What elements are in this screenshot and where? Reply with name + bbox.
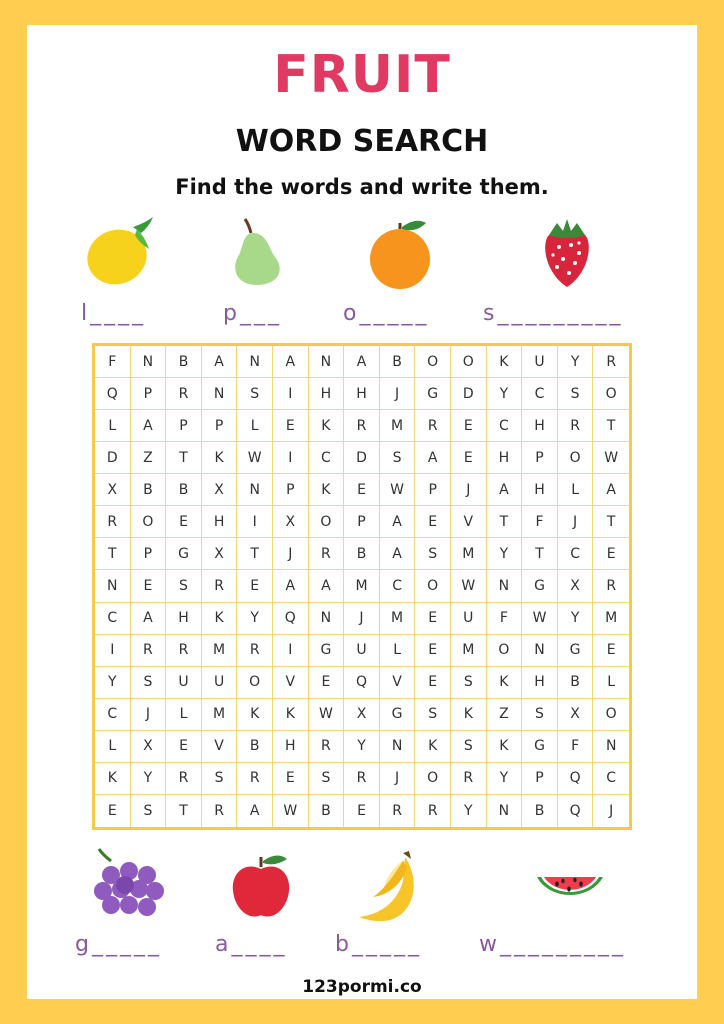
grid-cell: R (593, 570, 629, 602)
clue-orange: o_____ (343, 301, 430, 326)
grid-cell: H (166, 603, 202, 635)
grid-cell: S (131, 795, 167, 827)
grid-cell: Z (487, 699, 523, 731)
grid-cell: I (95, 635, 131, 667)
grid-cell: N (131, 346, 167, 378)
grid-cell: S (451, 731, 487, 763)
grid-cell: E (309, 667, 345, 699)
grid-cell: A (309, 570, 345, 602)
grid-cell: P (522, 763, 558, 795)
footer-site: 123pormi.co (302, 977, 422, 997)
word-search-grid (92, 343, 632, 830)
grid-cell: M (451, 635, 487, 667)
grid-cell: E (166, 506, 202, 538)
grid-cell: E (344, 795, 380, 827)
grid-cell: B (131, 474, 167, 506)
grid-cell: I (273, 378, 309, 410)
clue-pear: p___ (223, 301, 282, 326)
grid-cell: L (593, 667, 629, 699)
grid-cell: B (166, 346, 202, 378)
grid-cell: K (237, 699, 273, 731)
grid-cell: N (95, 570, 131, 602)
grid-cell: K (309, 410, 345, 442)
grid-cell: S (558, 378, 594, 410)
grid-cell: A (380, 506, 416, 538)
grid-cell: X (131, 731, 167, 763)
grid-cell: F (95, 346, 131, 378)
grid-cell: S (415, 699, 451, 731)
grid-cell: X (202, 538, 238, 570)
grid-cell: T (237, 538, 273, 570)
grid-cell: M (593, 603, 629, 635)
grid-cell: R (344, 763, 380, 795)
grid-cell: C (522, 378, 558, 410)
grid-cell: W (237, 442, 273, 474)
worksheet (27, 25, 697, 999)
grid-cell: A (593, 474, 629, 506)
grid-cell: J (609, 802, 614, 819)
grid-cell: G (166, 538, 202, 570)
grid-cell: D (95, 442, 131, 474)
grid-cell: G (415, 378, 451, 410)
grid-cell: S (380, 442, 416, 474)
grid-cell: S (522, 699, 558, 731)
page-title: FRUIT (273, 45, 451, 105)
grid-cell: N (487, 795, 523, 827)
grid-cell: P (273, 474, 309, 506)
grid-cell: K (273, 699, 309, 731)
grid-cell: R (593, 346, 629, 378)
grid-cell: N (593, 731, 629, 763)
grid-cell: O (558, 442, 594, 474)
grid-cell: E (166, 731, 202, 763)
grid-cell: U (451, 603, 487, 635)
grid-cell: U (344, 635, 380, 667)
grid-cell: R (309, 538, 345, 570)
clue-watermelon: w_________ (479, 932, 626, 957)
grid-cell: N (522, 635, 558, 667)
grid-cell: I (237, 506, 273, 538)
grid-cell: Y (487, 763, 523, 795)
grid-cell: N (237, 346, 273, 378)
grid-cell: E (237, 570, 273, 602)
grid-cell: O (309, 506, 345, 538)
grid-cell: C (487, 410, 523, 442)
grid-cell: V (202, 731, 238, 763)
grid-cell: I (273, 635, 309, 667)
grid-cell: E (131, 570, 167, 602)
grid-cell: R (309, 731, 345, 763)
grid-cell: E (451, 442, 487, 474)
grid-cell: R (451, 763, 487, 795)
grid-cell: E (593, 635, 629, 667)
grid-cell: R (166, 763, 202, 795)
clue-lemon: l____ (81, 301, 147, 326)
grid-cell: J (344, 603, 380, 635)
grid-cell: Y (237, 603, 273, 635)
grid-cell: A (237, 795, 273, 827)
grid-cell: W (451, 570, 487, 602)
grid-cell: S (451, 667, 487, 699)
grid-cell: O (593, 378, 629, 410)
grid-cell: O (131, 506, 167, 538)
grid-cell: M (344, 570, 380, 602)
grid-cell: V (380, 667, 416, 699)
grid-cell: G (309, 635, 345, 667)
grapes-icon (89, 845, 169, 925)
grid-cell: R (237, 635, 273, 667)
grid-cell: X (558, 699, 594, 731)
grid-cell: D (344, 442, 380, 474)
grid-cell: E (415, 506, 451, 538)
grid-cell: U (522, 346, 558, 378)
grid-cell: J (380, 378, 416, 410)
grid-cell: S (237, 378, 273, 410)
grid-cell: T (522, 538, 558, 570)
grid-cell: V (273, 667, 309, 699)
grid-cell: B (344, 538, 380, 570)
grid-cell: G (380, 699, 416, 731)
grid-cell: A (487, 474, 523, 506)
grid-cell: O (451, 346, 487, 378)
grid-cell: P (344, 506, 380, 538)
grid-cell: T (166, 795, 202, 827)
grid-cell: R (166, 378, 202, 410)
grid-cell: A (380, 538, 416, 570)
clue-strawberry: s_________ (483, 301, 624, 326)
grid-cell: K (95, 763, 131, 795)
grid-cell: H (522, 667, 558, 699)
grid-cell: R (344, 410, 380, 442)
grid-cell: P (166, 410, 202, 442)
grid-cell: N (202, 378, 238, 410)
grid-cell: A (131, 603, 167, 635)
grid-cell: K (487, 667, 523, 699)
grid-cell: Q (344, 667, 380, 699)
grid-cell: B (522, 795, 558, 827)
grid-cell: L (95, 731, 131, 763)
grid-cell: X (202, 474, 238, 506)
grid-cell: O (593, 699, 629, 731)
pear-icon (215, 215, 295, 295)
grid-cell: H (522, 410, 558, 442)
grid-cell: Y (131, 763, 167, 795)
grid-cell: U (166, 667, 202, 699)
grid-cell: E (415, 667, 451, 699)
grid-cell: O (415, 763, 451, 795)
grid-cell: K (487, 346, 523, 378)
page-subtitle: WORD SEARCH (235, 124, 489, 159)
grid-cell: P (202, 410, 238, 442)
grid-cell: Y (558, 346, 594, 378)
grid-cell: Y (95, 667, 131, 699)
grid-cell: G (522, 570, 558, 602)
grid-cell: M (451, 538, 487, 570)
grid-cell: Y (558, 603, 594, 635)
grid-cell: H (344, 378, 380, 410)
grid-cell: A (415, 442, 451, 474)
grid-cell: B (380, 346, 416, 378)
grid-cell: Z (131, 442, 167, 474)
grid-cell: K (309, 474, 345, 506)
apple-icon (221, 847, 301, 927)
grid-cell: F (487, 603, 523, 635)
grid-cell: Q (558, 763, 594, 795)
grid-cell: S (415, 538, 451, 570)
grid-cell: T (593, 506, 629, 538)
grid-cell: W (593, 442, 629, 474)
grid-cell: A (131, 410, 167, 442)
grid-cell: P (131, 538, 167, 570)
grid-cell: S (202, 763, 238, 795)
grid-cell: N (309, 603, 345, 635)
grid-cell: G (558, 635, 594, 667)
grid-cell: P (415, 474, 451, 506)
grid-cell: J (380, 763, 416, 795)
grid-cell: U (202, 667, 238, 699)
grid-cell: R (202, 570, 238, 602)
grid-cell: K (202, 603, 238, 635)
grid-cell: L (237, 410, 273, 442)
clue-banana: b_____ (335, 932, 422, 957)
grid-cell: M (380, 603, 416, 635)
grid-cell: R (380, 795, 416, 827)
grid-cell: O (415, 346, 451, 378)
grid-cell: H (522, 474, 558, 506)
grid-cell: P (522, 442, 558, 474)
grid-cell: R (415, 795, 451, 827)
grid-cell: X (95, 474, 131, 506)
grid-cell: S (309, 763, 345, 795)
watermelon-icon (529, 847, 609, 927)
grid-cell: C (95, 699, 131, 731)
lemon-icon (79, 213, 159, 293)
grid-cell: B (166, 474, 202, 506)
grid-cell: A (273, 346, 309, 378)
grid-cell: X (558, 570, 594, 602)
grid-cell: R (237, 763, 273, 795)
grid-cell: K (415, 731, 451, 763)
banana-icon (353, 847, 433, 927)
grid-cell: I (273, 442, 309, 474)
grid-cell: T (487, 506, 523, 538)
grid-cell: T (593, 410, 629, 442)
grid-cell: H (487, 442, 523, 474)
grid-cell: B (558, 667, 594, 699)
grid-cell: K (202, 442, 238, 474)
grid-cell: N (237, 474, 273, 506)
grid-cell: J (273, 538, 309, 570)
grid-cell: S (166, 570, 202, 602)
grid-cell: V (451, 506, 487, 538)
grid-cell: C (380, 570, 416, 602)
grid-cell: R (95, 506, 131, 538)
grid-cell: N (309, 346, 345, 378)
grid-cell: C (95, 603, 131, 635)
grid-cell: O (487, 635, 523, 667)
grid-cell: T (166, 442, 202, 474)
grid-cell: L (558, 474, 594, 506)
grid-cell: L (95, 410, 131, 442)
grid-cell: J (131, 699, 167, 731)
grid-cell: C (558, 538, 594, 570)
grid-cell: E (451, 410, 487, 442)
grid-cell: Q (95, 378, 131, 410)
grid-cell: P (131, 378, 167, 410)
grid-cell: E (593, 538, 629, 570)
grid-cell: R (202, 795, 238, 827)
grid-cell: K (487, 731, 523, 763)
grid-cell: M (380, 410, 416, 442)
grid-cell: O (237, 667, 273, 699)
grid-cell: Y (487, 538, 523, 570)
grid-cell: R (166, 635, 202, 667)
grid-cell: E (344, 474, 380, 506)
grid-cell: A (344, 346, 380, 378)
grid-cell: M (202, 635, 238, 667)
grid-cell: M (202, 699, 238, 731)
clue-apple: a____ (215, 932, 288, 957)
grid-cell: Q (273, 603, 309, 635)
grid-cell: W (380, 474, 416, 506)
grid-cell: E (415, 603, 451, 635)
grid-cell: R (558, 410, 594, 442)
grid-cell: O (415, 570, 451, 602)
grid-cell: J (451, 474, 487, 506)
grid-cell: D (451, 378, 487, 410)
grid-cell: Y (451, 795, 487, 827)
grid-cell: N (380, 731, 416, 763)
grid-cell: Q (558, 795, 594, 827)
grid-cell: T (95, 538, 131, 570)
orange-icon (360, 215, 440, 295)
grid-cell: Y (344, 731, 380, 763)
grid-cell: G (522, 731, 558, 763)
grid-cell: L (166, 699, 202, 731)
grid-cell: H (309, 378, 345, 410)
strawberry-icon (527, 213, 607, 293)
grid-cell: J (558, 506, 594, 538)
grid-cell: B (309, 795, 345, 827)
grid-cell: S (131, 667, 167, 699)
grid-cell: N (487, 570, 523, 602)
grid-cell: C (593, 763, 629, 795)
grid-cell: H (202, 506, 238, 538)
grid-cell: B (237, 731, 273, 763)
grid-cell: C (309, 442, 345, 474)
grid-cell: F (522, 506, 558, 538)
grid-cell: H (273, 731, 309, 763)
grid-cell: W (522, 603, 558, 635)
instructions-text: Find the words and write them. (175, 175, 549, 199)
grid-cell: K (451, 699, 487, 731)
clue-grapes: g_____ (75, 932, 162, 957)
grid-cell: A (202, 346, 238, 378)
grid-cell: F (558, 731, 594, 763)
grid-cell: X (344, 699, 380, 731)
grid-cell: Y (487, 378, 523, 410)
grid-cell: E (95, 795, 131, 827)
grid-cell: L (380, 635, 416, 667)
grid-cell: E (273, 410, 309, 442)
grid-cell: R (415, 410, 451, 442)
grid-cell: W (273, 795, 309, 827)
grid-cell: R (131, 635, 167, 667)
grid-cell: W (309, 699, 345, 731)
grid-cell: X (273, 506, 309, 538)
grid-cell: E (415, 635, 451, 667)
grid-cell: E (273, 763, 309, 795)
grid-cell: A (273, 570, 309, 602)
